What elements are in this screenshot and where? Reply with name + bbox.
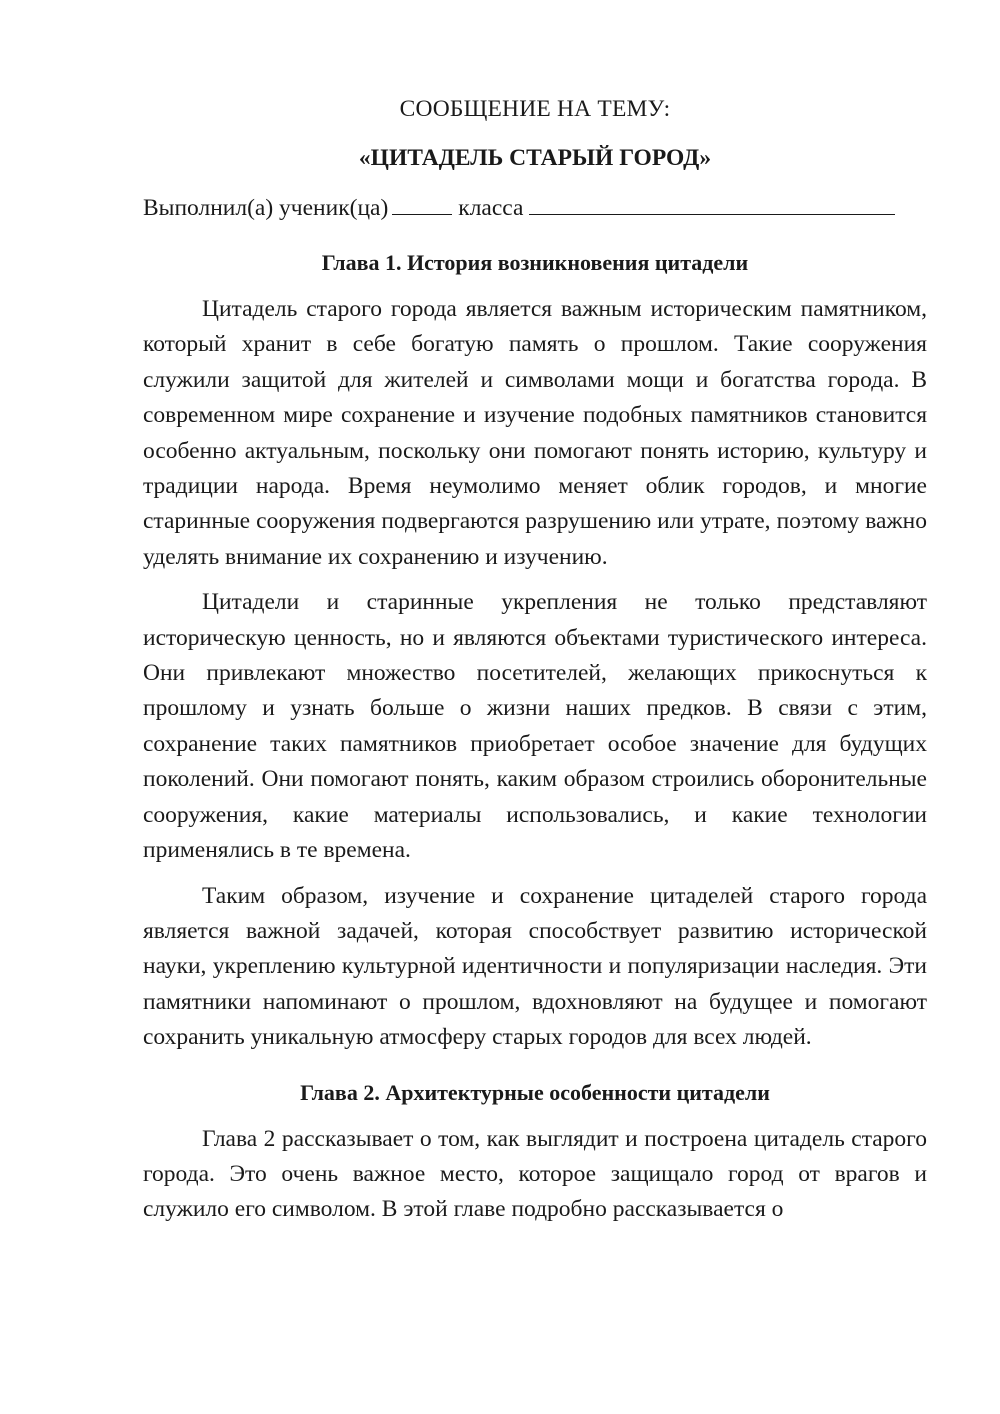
chapter-1-heading: Глава 1. История возникновения цитадели	[321, 250, 749, 275]
chapter-2-paragraph: Глава 2 рассказывает о том, как выглядит и построена цитадель старого города. Это очень важное место, которое защищало город от врагов и служило его символом. В этой главе подробно рассказывается о	[143, 1125, 927, 1223]
author-line	[143, 191, 927, 226]
chapter-1-paragraph: Таким образом, изучение и сохранение цитаделей старого города является важной задачей, которая способствует развитию исторической науки, укреплению культурной идентичности и популяризации наследия. Эти памятники напоминают о прошлом, вдохновляют на будущее и помогают сохранить уникальную атмосферу старых городов для всех людей.	[143, 882, 927, 1051]
chapter-1-paragraph: Цитадели и старинные укрепления не только представляют историческую ценность, но и являются объектами туристического интереса. Они привлекают множество посетителей, желающих прикоснуться к прошлому и узнать больше о жизни наших предков. В связи с этим, сохранение таких памятников приобретает особое значение для будущих поколений. Они помогают понять, каким образом строились оборонительные сооружения, какие материалы использовались, и какие технологии применялись в те времена.	[143, 589, 927, 864]
class-label: класса	[458, 195, 524, 221]
class-number-blank	[392, 192, 452, 215]
chapter-1-paragraph: Цитадель старого города является важным историческим памятником, который хранит в себе богатую память о прошлом. Такие сооружения служили защитой для жителей и символами мощи и богатства города. В современном мире сохранение и изучение подобных памятников становится особенно актуальным, поскольку они помогают понять историю, культуру и традиции народа. Время неумолимо меняет облик городов, и многие старинные сооружения подвергаются разрушению или утрате, поэтому важно уделять внимание их сохранению и изучению.	[143, 296, 927, 570]
title-line-2: «ЦИТАДЕЛЬ СТАРЫЙ ГОРОД»	[358, 145, 712, 171]
author-name-blank	[529, 192, 895, 215]
author-label: Выполнил(а) ученик(ца)	[143, 195, 389, 221]
chapter-2-heading: Глава 2. Архитектурные особенности цитадели	[300, 1079, 770, 1105]
title-line-1: СООБЩЕНИЕ НА ТЕМУ:	[399, 96, 671, 122]
